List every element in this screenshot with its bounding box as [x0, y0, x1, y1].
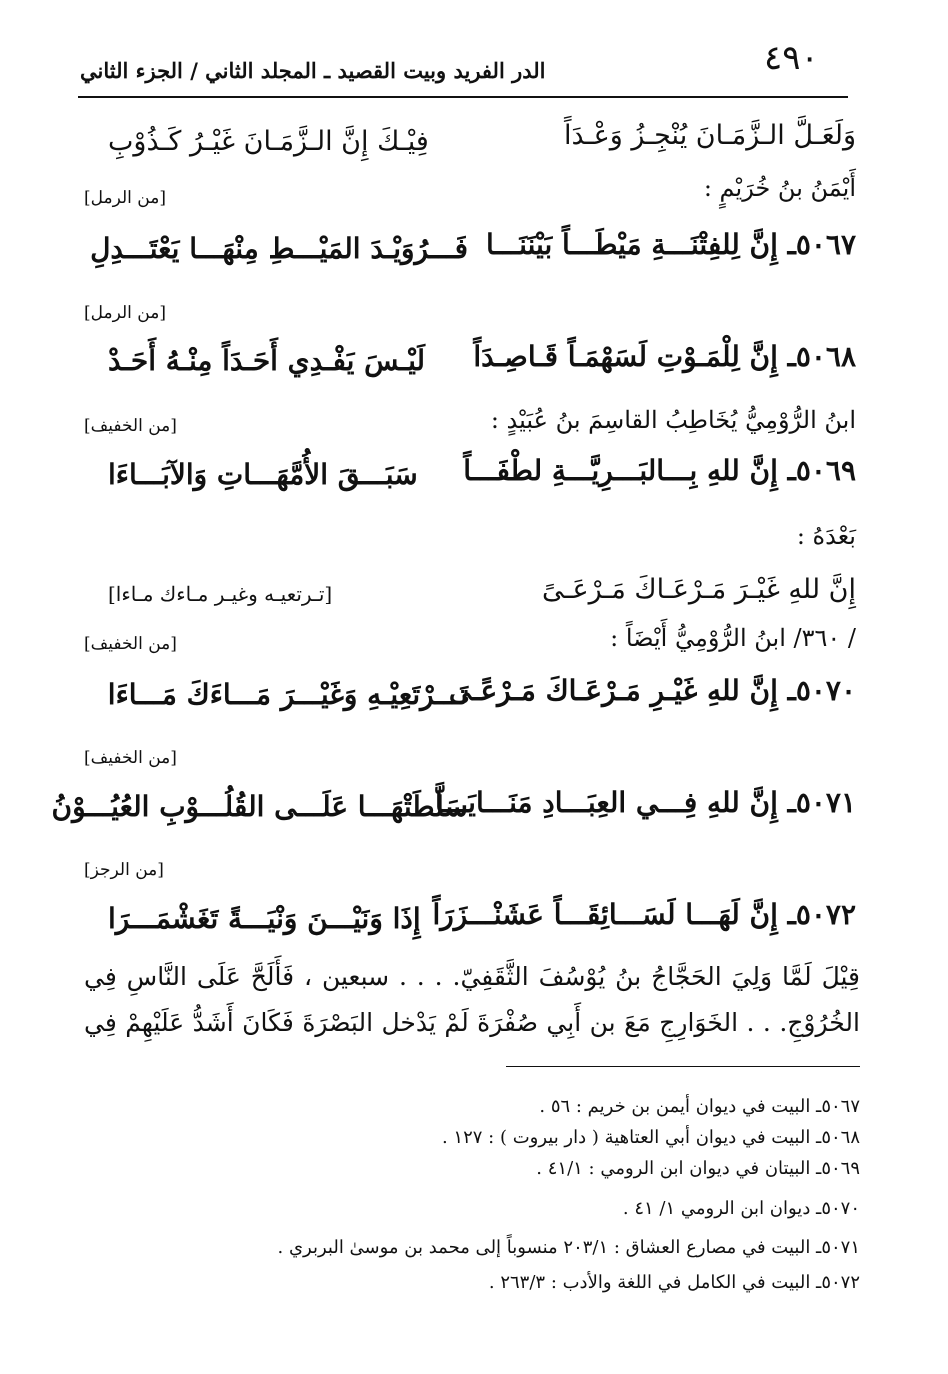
- prose-line: الخُرُوْجِ. . . الخَوَارِجِ مَعَ بن أَبِي صُفْرَةَ لَمْ يَدْخل البَصْرَةَ فَكَانَ أَشَدُّ عَلَيْهِمْ فِي: [84, 1008, 860, 1037]
- meter-label: [من الخفيف]: [84, 416, 177, 436]
- verse-hemistich-second: فِيْـكَ إِنَّ الـزَّمَـانَ غَيْـرُ كَـذُوْبِ: [108, 126, 429, 157]
- verse-5067-second: فَـــرُوَيْـدَ المَيْـــطِ مِنْهَـــا يَعْتَـــدِلِ: [90, 232, 468, 265]
- footnote-rule: [506, 1066, 860, 1067]
- footnote: ٥٠٧١ـ البيت في مصارع العشاق : ٢٠٣/١ منسوباً إلى محمد بن موسىٰ البربري .: [277, 1237, 860, 1258]
- verse-5072-second: إِذَا وَنَيْـــنَ وَنْيَـــةً تَغَشْمَـــرَا: [108, 902, 421, 935]
- poet-intro: أَيْمَنُ بنُ خُرَيْمٍ :: [703, 174, 856, 202]
- verse-5070-first: ٥٠٧٠ـ إِنَّ للهِ غَيْـرِ مَـرْعَـاكَ مَـرْعًـى: [448, 674, 856, 707]
- verse-5072-first: ٥٠٧٢ـ إِنَّ لَهَـــا لَسَـــائِقَـــاً عَشَنْـــزَرَاً: [432, 898, 856, 931]
- verse-5069b-first: إِنَّ للهِ غَيْـرَ مَـرْعَـاكَ مَـرْعَـىً: [542, 574, 856, 605]
- footnote: ٥٠٧٢ـ البيت في الكامل في اللغة والأدب : ٢٦٣/٣ .: [488, 1272, 860, 1293]
- verse-5067-first: ٥٠٦٧ـ إِنَّ لِلفِتْنَـــةِ مَيْطَـــاً بَيْنَنَـــا: [485, 228, 856, 261]
- header-rule: [78, 96, 848, 98]
- meter-label: [من الرمل]: [84, 188, 166, 208]
- after-note: بَعْدَهُ :: [796, 522, 856, 550]
- footnote: ٥٠٦٩ـ البيتان في ديوان ابن الرومي : ٤١/١ .: [536, 1158, 860, 1179]
- verse-5071-first: ٥٠٧١ـ إِنَّ للهِ فِـــي العِبَـــادِ مَنَـــايَـــا: [435, 786, 856, 819]
- meter-label: [من الرمل]: [84, 303, 166, 323]
- verse-5068-first: ٥٠٦٨ـ إِنَّ لِلْمَـوْتِ لَسَهْمَـاً قَـاصِـدَاً: [473, 340, 856, 373]
- footnote: ٥٠٧٠ـ ديوان ابن الرومي ١/ ٤١ .: [622, 1198, 860, 1219]
- prose-line: قِيْلَ لَمَّا وَلِيَ الحَجَّاجُ بنُ يُوْسُفَ الثَّقَفِيّ. . . . سبعين ، فَأَلَحَّ عَلَى النَّاسِ فِي: [84, 962, 860, 991]
- verse-5069-first: ٥٠٦٩ـ إِنَّ للهِ بِـــالبَـــرِيَّـــةِ لطْفَـــاً: [463, 454, 856, 487]
- footnote: ٥٠٦٧ـ البيت في ديوان أيمن بن خريم : ٥٦ .: [539, 1096, 860, 1117]
- verse-5070-second: تَـــرْتَعِيْـهِ وَغَيْـــرَ مَـــاءَكَ مَـــاءَا: [107, 678, 468, 711]
- meter-label: [من الخفيف]: [84, 748, 177, 768]
- footnote: ٥٠٦٨ـ البيت في ديوان أبي العتاهية ( دار بيروت ) : ١٢٧ .: [441, 1127, 860, 1148]
- meter-label: [من الخفيف]: [84, 634, 177, 654]
- verse-5071-second: سَلَّطَتْهَـــا عَلَـــى القُلُـــوْبِ العُيُـــوْنُ: [51, 790, 468, 823]
- running-title: الدر الفريد وبيت القصيد ـ المجلد الثاني / الجزء الثاني: [80, 58, 546, 83]
- meter-label: [من الرجز]: [84, 860, 164, 880]
- verse-5069-second: سَبَـــقَ الأُمَّهَـــاتِ وَالآبَـــاءَا: [108, 458, 418, 491]
- poet-intro: / ٣٦٠/ ابنُ الرُّوْمِيُّ أَيْضَاً :: [610, 624, 856, 652]
- verse-hemistich-first: وَلَعَـلَّ الـزَّمَـانَ يُنْجِـزُ وَعْـدَاً: [564, 120, 856, 151]
- verse-5068-second: لَيْـسَ يَفْـدِي أَحَـدَاً مِنْـهُ أَحَـدْ: [108, 344, 426, 377]
- verse-5069b-second: [تـرتعيـه وغيـر مـاءك مـاءا]: [108, 582, 333, 606]
- poet-intro: ابنُ الرُّوْمِيُّ يُخَاطِبُ القاسِمَ بنُ عُبَيْدٍ :: [490, 406, 856, 434]
- page-number: ٤٩٠: [764, 38, 819, 78]
